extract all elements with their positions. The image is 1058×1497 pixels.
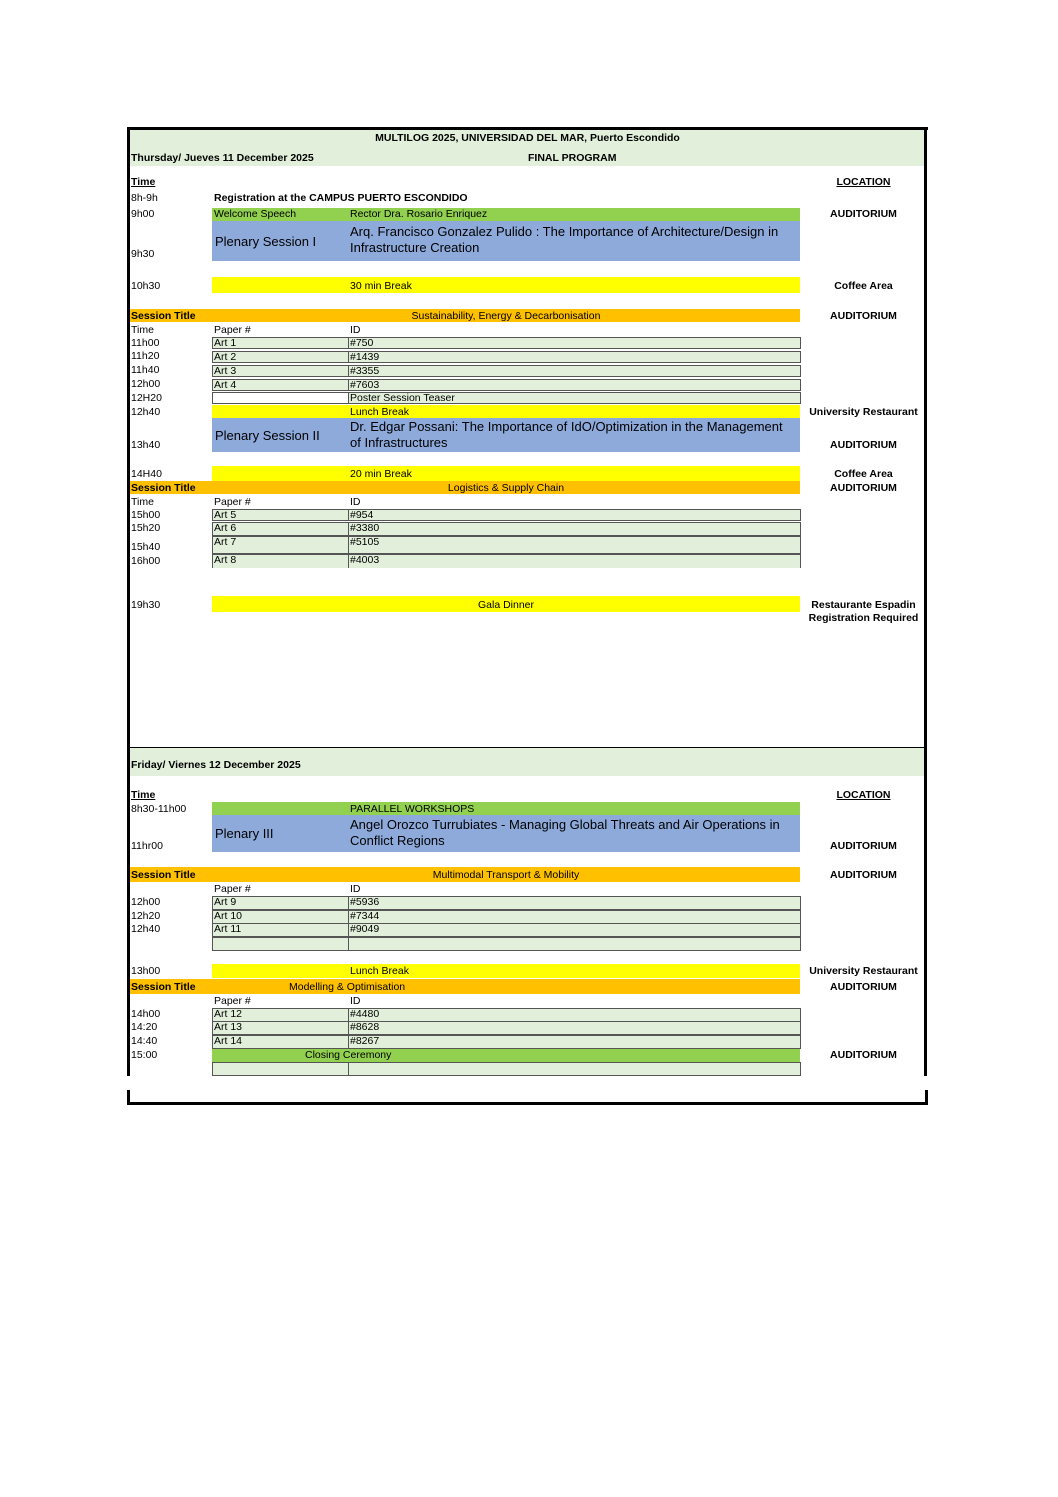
table-row-paper: Art 5: [212, 509, 349, 521]
plenary2-time: 13h40: [131, 439, 161, 451]
table-row-id: #8267: [348, 1035, 801, 1049]
program-title: MULTILOG 2025, UNIVERSIDAD DEL MAR, Puerto Escondido: [375, 132, 680, 144]
workshops-time: 8h30-11h00: [131, 803, 187, 815]
lunch2-time: 13h00: [131, 965, 161, 977]
lunch1-text: Lunch Break: [350, 406, 409, 418]
table-row-time: 15h40: [131, 541, 161, 553]
session2-location: AUDITORIUM: [830, 482, 897, 494]
table-row-paper: Art 6: [212, 522, 349, 536]
session4-location: AUDITORIUM: [830, 981, 897, 993]
table-row-id: #5936: [348, 896, 801, 910]
session1-location: AUDITORIUM: [830, 310, 897, 322]
table-row-time: 11h40: [131, 364, 160, 376]
table-row-id: #7344: [348, 910, 801, 924]
table-row-id: Poster Session Teaser: [348, 392, 801, 404]
session4-paper-col: Paper #: [214, 995, 251, 1007]
welcome-bar: [212, 208, 800, 221]
closing-text: Closing Ceremony: [305, 1049, 392, 1061]
plenary3-location: AUDITORIUM: [830, 840, 897, 852]
lunch1-location: University Restaurant: [809, 406, 918, 418]
session2-name: Logistics & Supply Chain: [447, 482, 565, 494]
plenary3-label: Plenary III: [215, 826, 274, 841]
table-row-time: 12h20: [131, 910, 161, 922]
lunch1-bar: [212, 405, 800, 418]
welcome-label: Welcome Speech: [214, 208, 297, 220]
plenary1-title-line1: Arq. Francisco Gonzalez Pulido : The Importance of Architecture/Design in: [350, 224, 779, 239]
table-row-paper: Art 11: [212, 923, 349, 937]
session4-name: Modelling & Optimisation: [289, 981, 406, 993]
break2-bar: [212, 466, 800, 482]
plenary1-title-line2: Infrastructure Creation: [350, 240, 480, 255]
lunch2-text: Lunch Break: [350, 965, 409, 977]
plenary1-label: Plenary Session I: [215, 234, 317, 249]
frame-top-border: [127, 127, 928, 130]
table-row-paper: Art 1: [212, 337, 349, 349]
workshops-bar: [212, 802, 800, 815]
table-row-paper: Art 4: [212, 379, 349, 391]
table-row-id: #4003: [348, 554, 801, 568]
table-row-id: #7603: [348, 379, 801, 391]
table-row-paper: Art 14: [212, 1035, 349, 1049]
day2-location-header: LOCATION: [836, 789, 891, 801]
session3-paper-col: Paper #: [214, 883, 251, 895]
table-row-time: 12H20: [131, 392, 162, 404]
reg-time: 8h-9h: [131, 192, 158, 204]
frame-right-border: [924, 127, 927, 1076]
frame-bottom-right-stub: [925, 1090, 928, 1105]
table-row-time: 11h00: [131, 337, 160, 349]
closing-time: 15:00: [131, 1049, 158, 1061]
break1-location: Coffee Area: [834, 280, 893, 292]
plenary3-title-line2: Conflict Regions: [350, 833, 445, 848]
day-divider: [130, 747, 925, 748]
day2-title: Friday/ Viernes 12 December 2025: [131, 759, 301, 771]
session3-name: Multimodal Transport & Mobility: [432, 869, 580, 881]
table-row-paper: Art 3: [212, 365, 349, 377]
table-row-empty: [348, 1062, 801, 1076]
table-row-time: 15h20: [131, 522, 161, 534]
session2-id-col: ID: [350, 496, 361, 508]
lunch2-bar: [212, 964, 800, 978]
table-row-empty: [348, 937, 801, 951]
table-row-id: #3355: [348, 365, 801, 377]
session1-title-label: Session Title: [131, 310, 196, 322]
session3-title-label: Session Title: [131, 869, 196, 881]
table-row-paper: Art 9: [212, 896, 349, 910]
final-program-label: FINAL PROGRAM: [528, 152, 617, 164]
dinner-text: Gala Dinner: [477, 599, 535, 611]
session2-time-col: Time: [131, 496, 154, 508]
table-row-time: 15h00: [131, 509, 161, 521]
session1-paper-col: Paper #: [214, 324, 251, 336]
welcome-speaker: Rector Dra. Rosario Enriquez: [350, 208, 488, 220]
table-row-id: #3380: [348, 522, 801, 536]
plenary2-location: AUDITORIUM: [830, 439, 897, 451]
closing-bar: [212, 1049, 800, 1062]
table-row-empty: [212, 1062, 349, 1076]
table-row-id: #9049: [348, 923, 801, 937]
table-row-id: #5105: [348, 536, 801, 554]
table-row-id: #8628: [348, 1021, 801, 1035]
plenary2-title-line1: Dr. Edgar Possani: The Importance of IdO/Optimization in the Management: [350, 419, 783, 434]
table-row-id: #4480: [348, 1008, 801, 1022]
lunch1-time: 12h40: [131, 406, 161, 418]
table-row-id: #750: [348, 337, 801, 349]
session1-time-col: Time: [131, 324, 154, 336]
table-row-time: 16h00: [131, 555, 161, 567]
break1-bar: [212, 277, 800, 293]
closing-location: AUDITORIUM: [830, 1049, 897, 1061]
location-header: LOCATION: [836, 176, 891, 188]
break1-text: 30 min Break: [350, 280, 412, 292]
lunch2-location: University Restaurant: [809, 965, 918, 977]
day1-title: Thursday/ Jueves 11 December 2025: [131, 152, 314, 164]
plenary1-time: 9h30: [131, 248, 155, 260]
table-row-paper: Art 2: [212, 351, 349, 363]
table-row-id: #954: [348, 509, 801, 521]
dinner-registration-note: Registration Required: [808, 612, 919, 624]
table-row-empty: [212, 937, 349, 951]
plenary2-title-line2: of Infrastructures: [350, 435, 448, 450]
table-row-id: #1439: [348, 351, 801, 363]
frame-bottom-left-stub: [127, 1090, 130, 1105]
session2-paper-col: Paper #: [214, 496, 251, 508]
plenary2-label: Plenary Session II: [215, 428, 320, 443]
dinner-time: 19h30: [131, 599, 161, 611]
table-row-time: 11h20: [131, 350, 160, 362]
session1-name: Sustainability, Energy & Decarbonisation: [411, 310, 601, 322]
welcome-time: 9h00: [131, 208, 155, 220]
break2-text: 20 min Break: [350, 468, 412, 480]
workshops-text: PARALLEL WORKSHOPS: [350, 803, 475, 815]
table-row-time: 12h40: [131, 923, 161, 935]
session1-id-col: ID: [350, 324, 361, 336]
dinner-location: Restaurante Espadin: [811, 599, 916, 611]
welcome-location: AUDITORIUM: [830, 208, 897, 220]
session4-id-col: ID: [350, 995, 361, 1007]
table-row-time: 12h00: [131, 378, 161, 390]
break2-time: 14H40: [131, 468, 162, 480]
reg-text: Registration at the CAMPUS PUERTO ESCONDIDO: [214, 192, 468, 204]
table-row-time: 12h00: [131, 896, 161, 908]
break1-time: 10h30: [131, 280, 161, 292]
table-row-paper: Art 8: [212, 554, 349, 568]
session4-bar: [130, 979, 800, 994]
table-row-paper: Art 12: [212, 1008, 349, 1022]
time-header: Time: [131, 176, 156, 188]
session3-id-col: ID: [350, 883, 361, 895]
frame-left-border: [127, 127, 130, 1076]
table-row-paper: [212, 392, 349, 404]
table-row-time: 14:20: [131, 1021, 158, 1033]
break2-location: Coffee Area: [834, 468, 893, 480]
plenary3-title-line1: Angel Orozco Turrubiates - Managing Global Threats and Air Operations in: [350, 817, 780, 832]
session4-title-label: Session Title: [131, 981, 196, 993]
frame-bottom-border: [127, 1102, 928, 1105]
plenary3-time: 11hr00: [131, 840, 163, 852]
session2-title-label: Session Title: [131, 482, 196, 494]
day2-time-header: Time: [131, 789, 156, 801]
session3-location: AUDITORIUM: [830, 869, 897, 881]
table-row-paper: Art 7: [212, 536, 349, 554]
table-row-time: 14h00: [131, 1008, 161, 1020]
table-row-paper: Art 13: [212, 1021, 349, 1035]
table-row-time: 14:40: [131, 1035, 158, 1047]
table-row-paper: Art 10: [212, 910, 349, 924]
